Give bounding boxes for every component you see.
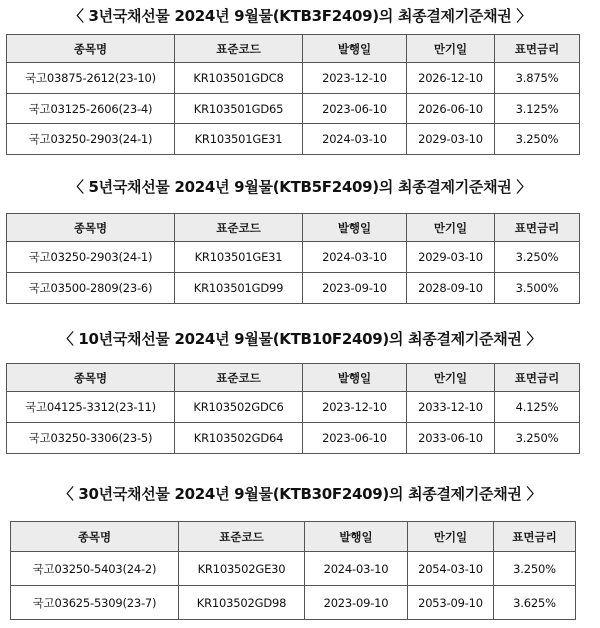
cell-maturity-date: 2026-06-10 <box>407 94 495 124</box>
cell-issue-date: 2023-06-10 <box>303 423 407 454</box>
table-row <box>11 586 576 620</box>
bond-table <box>6 213 580 304</box>
col-header-name: 종목명 <box>7 214 175 242</box>
cell-issue-date: 2023-09-10 <box>305 586 408 620</box>
table-header-row <box>7 214 580 242</box>
col-header-issue-date: 발행일 <box>303 364 407 392</box>
table-row <box>7 124 580 155</box>
cell-issue-date: 2024-03-10 <box>303 242 407 273</box>
cell-coupon: 3.250% <box>495 242 580 273</box>
cell-name: 국고03250-2903(24-1) <box>7 242 175 273</box>
cell-coupon: 4.125% <box>495 392 580 423</box>
col-header-maturity-date: 만기일 <box>408 522 494 552</box>
cell-name: 국고03500-2809(23-6) <box>7 273 175 304</box>
cell-code: KR103501GD65 <box>175 94 303 124</box>
col-header-issue-date: 발행일 <box>303 35 407 63</box>
col-header-coupon: 표면금리 <box>495 364 580 392</box>
table-header-row <box>11 522 576 552</box>
table-row <box>7 273 580 304</box>
table-row <box>7 94 580 124</box>
col-header-name: 종목명 <box>7 364 175 392</box>
bond-table <box>10 521 576 620</box>
cell-code: KR103501GE31 <box>175 124 303 155</box>
cell-coupon: 3.250% <box>495 423 580 454</box>
cell-name: 국고04125-3312(23-11) <box>7 392 175 423</box>
col-header-coupon: 표면금리 <box>494 522 576 552</box>
cell-maturity-date: 2033-06-10 <box>407 423 495 454</box>
section-title: 〈 30년국채선물 2024년 9월물(KTB30F2409)의 최종결제기준채권 〉 <box>58 485 542 503</box>
cell-name: 국고03875-2612(23-10) <box>7 63 175 94</box>
bond-table <box>6 34 580 155</box>
cell-code: KR103502GD98 <box>179 586 305 620</box>
cell-issue-date: 2023-12-10 <box>303 392 407 423</box>
cell-code: KR103501GDC8 <box>175 63 303 94</box>
cell-coupon: 3.250% <box>495 124 580 155</box>
cell-issue-date: 2023-06-10 <box>303 94 407 124</box>
cell-maturity-date: 2026-12-10 <box>407 63 495 94</box>
table-row <box>7 242 580 273</box>
table-row <box>7 63 580 94</box>
col-header-maturity-date: 만기일 <box>407 364 495 392</box>
section-title: 〈 10년국채선물 2024년 9월물(KTB10F2409)의 최종결제기준채권 〉 <box>58 330 542 348</box>
cell-maturity-date: 2029-03-10 <box>407 242 495 273</box>
cell-name: 국고03250-3306(23-5) <box>7 423 175 454</box>
cell-maturity-date: 2033-12-10 <box>407 392 495 423</box>
cell-name: 국고03625-5309(23-7) <box>11 586 179 620</box>
table-row <box>7 423 580 454</box>
cell-maturity-date: 2028-09-10 <box>407 273 495 304</box>
col-header-issue-date: 발행일 <box>305 522 408 552</box>
table-row <box>11 552 576 586</box>
cell-code: KR103501GE31 <box>175 242 303 273</box>
cell-code: KR103502GD64 <box>175 423 303 454</box>
cell-issue-date: 2024-03-10 <box>305 552 408 586</box>
cell-maturity-date: 2054-03-10 <box>408 552 494 586</box>
cell-maturity-date: 2029-03-10 <box>407 124 495 155</box>
table-row <box>7 392 580 423</box>
col-header-maturity-date: 만기일 <box>407 214 495 242</box>
table-header-row <box>7 364 580 392</box>
col-header-maturity-date: 만기일 <box>407 35 495 63</box>
col-header-coupon: 표면금리 <box>495 214 580 242</box>
col-header-coupon: 표면금리 <box>495 35 580 63</box>
table-header-row <box>7 35 580 63</box>
col-header-code: 표준코드 <box>175 364 303 392</box>
col-header-name: 종목명 <box>7 35 175 63</box>
cell-coupon: 3.875% <box>495 63 580 94</box>
col-header-issue-date: 발행일 <box>303 214 407 242</box>
section-title: 〈 5년국채선물 2024년 9월물(KTB5F2409)의 최종결제기준채권 〉 <box>68 178 532 196</box>
cell-code: KR103501GD99 <box>175 273 303 304</box>
cell-issue-date: 2024-03-10 <box>303 124 407 155</box>
bond-table <box>6 363 580 454</box>
col-header-code: 표준코드 <box>175 214 303 242</box>
cell-coupon: 3.625% <box>494 586 576 620</box>
cell-name: 국고03250-2903(24-1) <box>7 124 175 155</box>
col-header-code: 표준코드 <box>179 522 305 552</box>
cell-issue-date: 2023-09-10 <box>303 273 407 304</box>
col-header-name: 종목명 <box>11 522 179 552</box>
cell-coupon: 3.125% <box>495 94 580 124</box>
cell-name: 국고03250-5403(24-2) <box>11 552 179 586</box>
cell-issue-date: 2023-12-10 <box>303 63 407 94</box>
cell-maturity-date: 2053-09-10 <box>408 586 494 620</box>
cell-coupon: 3.250% <box>494 552 576 586</box>
col-header-code: 표준코드 <box>175 35 303 63</box>
cell-code: KR103502GDC6 <box>175 392 303 423</box>
cell-coupon: 3.500% <box>495 273 580 304</box>
section-title: 〈 3년국채선물 2024년 9월물(KTB3F2409)의 최종결제기준채권 〉 <box>68 7 532 25</box>
cell-code: KR103502GE30 <box>179 552 305 586</box>
cell-name: 국고03125-2606(23-4) <box>7 94 175 124</box>
